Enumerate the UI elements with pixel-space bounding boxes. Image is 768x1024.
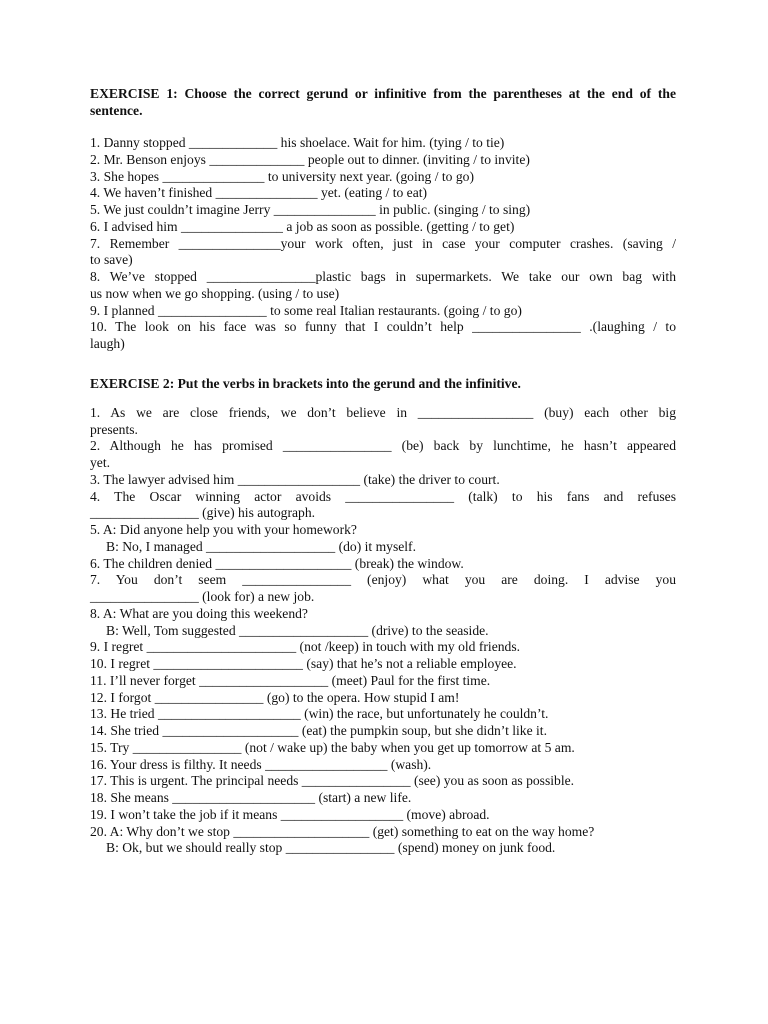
- exercise1-line: to save): [90, 252, 133, 268]
- exercise2-line: ________________ (look for) a new job.: [90, 589, 315, 604]
- exercise1-line: 9. I planned ________________ to some real Italian restaurants. (going / to go): [90, 302, 522, 318]
- exercise2-line: 6. The children denied ____________________ (break) the window.: [90, 555, 464, 571]
- exercise1-line: 10. The look on his face was so funny that I couldn’t help ________________ .(laughing / to: [90, 319, 676, 335]
- exercise2-line: 20. A: Why don’t we stop ____________________ (get) something to eat on the way home?: [90, 823, 595, 839]
- exercise2-line: 4. The Oscar winning actor avoids ________________ (talk) to his fans and refuses: [90, 488, 676, 504]
- exercise1-line: us now when we go shopping. (using / to use): [90, 285, 340, 301]
- exercise2-line: 13. He tried _____________________ (win) the race, but unfortunately he couldn’t.: [90, 706, 549, 722]
- exercise2-heading: EXERCISE 2: Put the verbs in brackets into the gerund and the infinitive.: [90, 375, 521, 391]
- exercise1-line: 5. We just couldn’t imagine Jerry _______________ in public. (singing / to sing): [90, 202, 531, 217]
- exercise1-line: 4. We haven’t finished _______________ yet. (eating / to eat): [90, 185, 428, 201]
- worksheet-page: [90, 85, 676, 857]
- exercise2-line: 11. I’ll never forget ___________________ (meet) Paul for the first time.: [90, 672, 491, 688]
- exercise2-line: 3. The lawyer advised him __________________ (take) the driver to court.: [90, 471, 500, 487]
- exercise1-line: 1. Danny stopped _____________ his shoelace. Wait for him. (tying / to tie): [90, 135, 505, 150]
- exercise1-list: [90, 135, 676, 353]
- exercise1-line: 2. Mr. Benson enjoys ______________ people out to dinner. (inviting / to invite): [90, 151, 530, 167]
- exercise2-line: B: Well, Tom suggested ___________________ (drive) to the seaside.: [106, 622, 489, 638]
- exercise2-line: 2. Although he has promised ________________ (be) back by lunchtime, he hasn’t appeared: [90, 438, 676, 454]
- exercise1-line: 7. Remember _______________your work often, just in case your computer crashes. (saving /: [90, 235, 676, 251]
- exercise2-line: 7. You don’t seem ________________ (enjoy) what you are doing. I advise you: [90, 572, 676, 588]
- exercise2-line: yet.: [90, 455, 111, 470]
- exercise2-line: B: Ok, but we should really stop ________________ (spend) money on junk food.: [106, 840, 556, 856]
- exercise2-line: presents.: [90, 421, 138, 437]
- exercise1-line: laugh): [90, 336, 125, 351]
- exercise1-line: 3. She hopes _______________ to university next year. (going / to go): [90, 168, 474, 184]
- exercise2-line: B: No, I managed ___________________ (do) it myself.: [106, 538, 416, 554]
- exercise2-line: ________________ (give) his autograph.: [90, 505, 316, 521]
- exercise2-line: 5. A: Did anyone help you with your homework?: [90, 522, 357, 537]
- exercise1-line: 8. We’ve stopped ________________plastic bags in supermarkets. We take our own bag with: [90, 269, 676, 284]
- exercise2-line: 8. A: What are you doing this weekend?: [90, 605, 308, 621]
- exercise2-line: 10. I regret ______________________ (say) that he’s not a reliable employee.: [90, 656, 517, 671]
- exercise2-line: 18. She means _____________________ (start) a new life.: [90, 790, 412, 805]
- exercise1-heading: EXERCISE 1: Choose the correct gerund or infinitive from the parentheses at the end of the sentence.: [90, 86, 676, 118]
- exercise2-line: 19. I won’t take the job if it means __________________ (move) abroad.: [90, 806, 490, 822]
- exercise1-line: 6. I advised him _______________ a job as soon as possible. (getting / to get): [90, 218, 515, 234]
- exercise2-line: 15. Try ________________ (not / wake up) the baby when you get up tomorrow at 5 am.: [90, 739, 575, 755]
- exercise2-line: 12. I forgot ________________ (go) to the opera. How stupid I am!: [90, 689, 460, 705]
- exercise2-line: 17. This is urgent. The principal needs ________________ (see) you as soon as possible.: [90, 773, 575, 789]
- exercise2-list: [90, 405, 676, 857]
- exercise2-line: 16. Your dress is filthy. It needs __________________ (wash).: [90, 756, 432, 772]
- exercise2-line: 14. She tried ____________________ (eat) the pumpkin soup, but she didn’t like it.: [90, 723, 547, 738]
- exercise2-line: 9. I regret ______________________ (not /keep) in touch with my old friends.: [90, 639, 521, 655]
- exercise2-line: 1. As we are close friends, we don’t believe in _________________ (buy) each other big: [90, 404, 676, 420]
